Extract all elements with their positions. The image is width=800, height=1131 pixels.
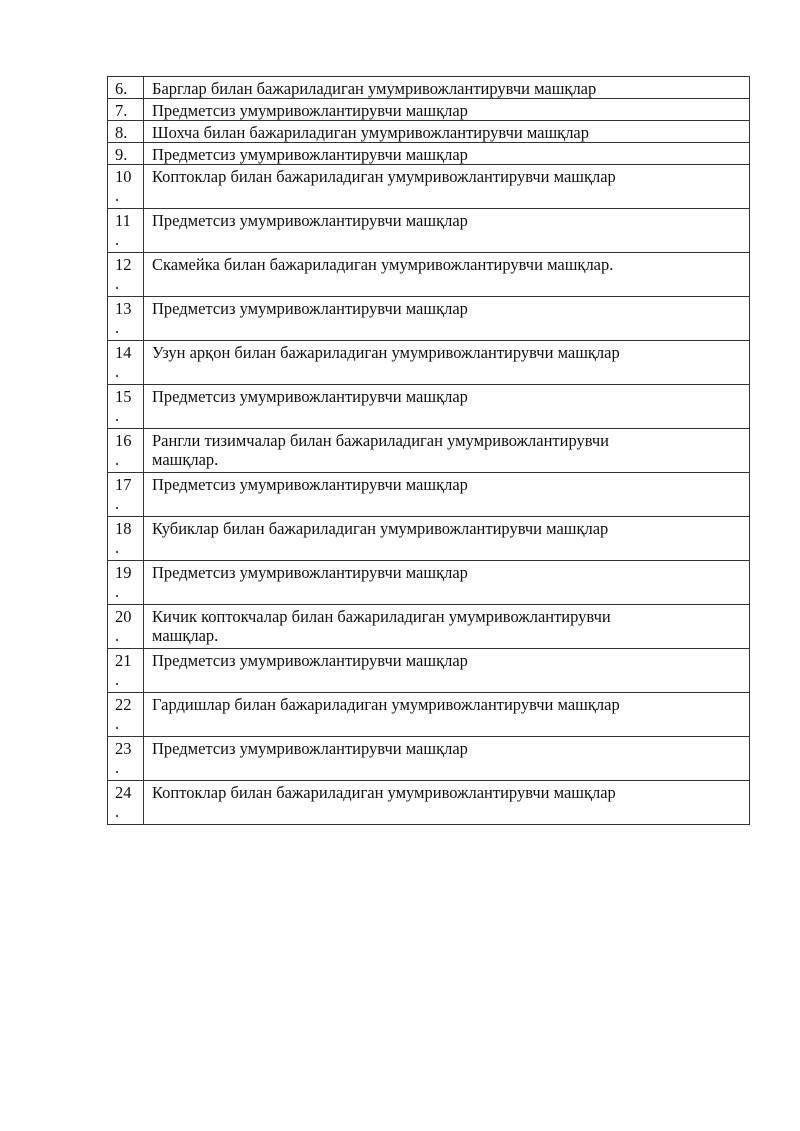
table-row	[108, 649, 750, 693]
row-text: Скамейка билан бажариладиган умумривожлантирувчи машқлар.	[144, 253, 750, 297]
table-row	[108, 341, 750, 385]
row-number: 9.	[108, 143, 144, 165]
row-number: 22 .	[108, 693, 144, 737]
row-number: 16 .	[108, 429, 144, 473]
exercise-table	[107, 76, 750, 825]
row-text: Рангли тизимчалар билан бажариладиган умумривожлантирувчи машқлар.	[144, 429, 750, 473]
row-text: Предметсиз умумривожлантирувчи машқлар	[144, 385, 750, 429]
row-text: Предметсиз умумривожлантирувчи машқлар	[144, 473, 750, 517]
table-row	[108, 737, 750, 781]
row-text: Предметсиз умумривожлантирувчи машқлар	[144, 561, 750, 605]
row-text: Коптоклар билан бажариладиган умумривожлантирувчи машқлар	[144, 165, 750, 209]
row-text: Узун арқон билан бажариладиган умумривожлантирувчи машқлар	[144, 341, 750, 385]
row-number: 21 .	[108, 649, 144, 693]
row-number: 7.	[108, 99, 144, 121]
table-row	[108, 99, 750, 121]
row-number: 14 .	[108, 341, 144, 385]
row-number: 23 .	[108, 737, 144, 781]
table-row	[108, 429, 750, 473]
row-text: Предметсиз умумривожлантирувчи машқлар	[144, 143, 750, 165]
row-number: 24 .	[108, 781, 144, 825]
row-number: 17 .	[108, 473, 144, 517]
table-row	[108, 517, 750, 561]
row-text: Гардишлар билан бажариладиган умумривожлантирувчи машқлар	[144, 693, 750, 737]
row-text: Кичик коптокчалар билан бажариладиган умумривожлантирувчи машқлар.	[144, 605, 750, 649]
table-row	[108, 561, 750, 605]
table-row	[108, 693, 750, 737]
table-row	[108, 165, 750, 209]
table-row	[108, 473, 750, 517]
row-text: Предметсиз умумривожлантирувчи машқлар	[144, 649, 750, 693]
row-number: 19 .	[108, 561, 144, 605]
table-row	[108, 121, 750, 143]
row-text: Коптоклар билан бажариладиган умумривожлантирувчи машқлар	[144, 781, 750, 825]
row-text: Предметсиз умумривожлантирувчи машқлар	[144, 209, 750, 253]
table-row	[108, 297, 750, 341]
row-number: 13 .	[108, 297, 144, 341]
row-text: Кубиклар билан бажариладиган умумривожлантирувчи машқлар	[144, 517, 750, 561]
table-row	[108, 253, 750, 297]
table-row	[108, 143, 750, 165]
table-row	[108, 77, 750, 99]
row-text: Барглар билан бажариладиган умумривожлантирувчи машқлар	[144, 77, 750, 99]
row-text: Предметсиз умумривожлантирувчи машқлар	[144, 297, 750, 341]
row-number: 15 .	[108, 385, 144, 429]
row-text: Предметсиз умумривожлантирувчи машқлар	[144, 99, 750, 121]
row-number: 18 .	[108, 517, 144, 561]
table-row	[108, 781, 750, 825]
table-row	[108, 209, 750, 253]
row-number: 20 .	[108, 605, 144, 649]
table-row	[108, 605, 750, 649]
table-row	[108, 385, 750, 429]
row-number: 6.	[108, 77, 144, 99]
row-text: Шохча билан бажариладиган умумривожлантирувчи машқлар	[144, 121, 750, 143]
row-number: 11 .	[108, 209, 144, 253]
row-number: 10 .	[108, 165, 144, 209]
row-number: 8.	[108, 121, 144, 143]
row-number: 12 .	[108, 253, 144, 297]
row-text: Предметсиз умумривожлантирувчи машқлар	[144, 737, 750, 781]
